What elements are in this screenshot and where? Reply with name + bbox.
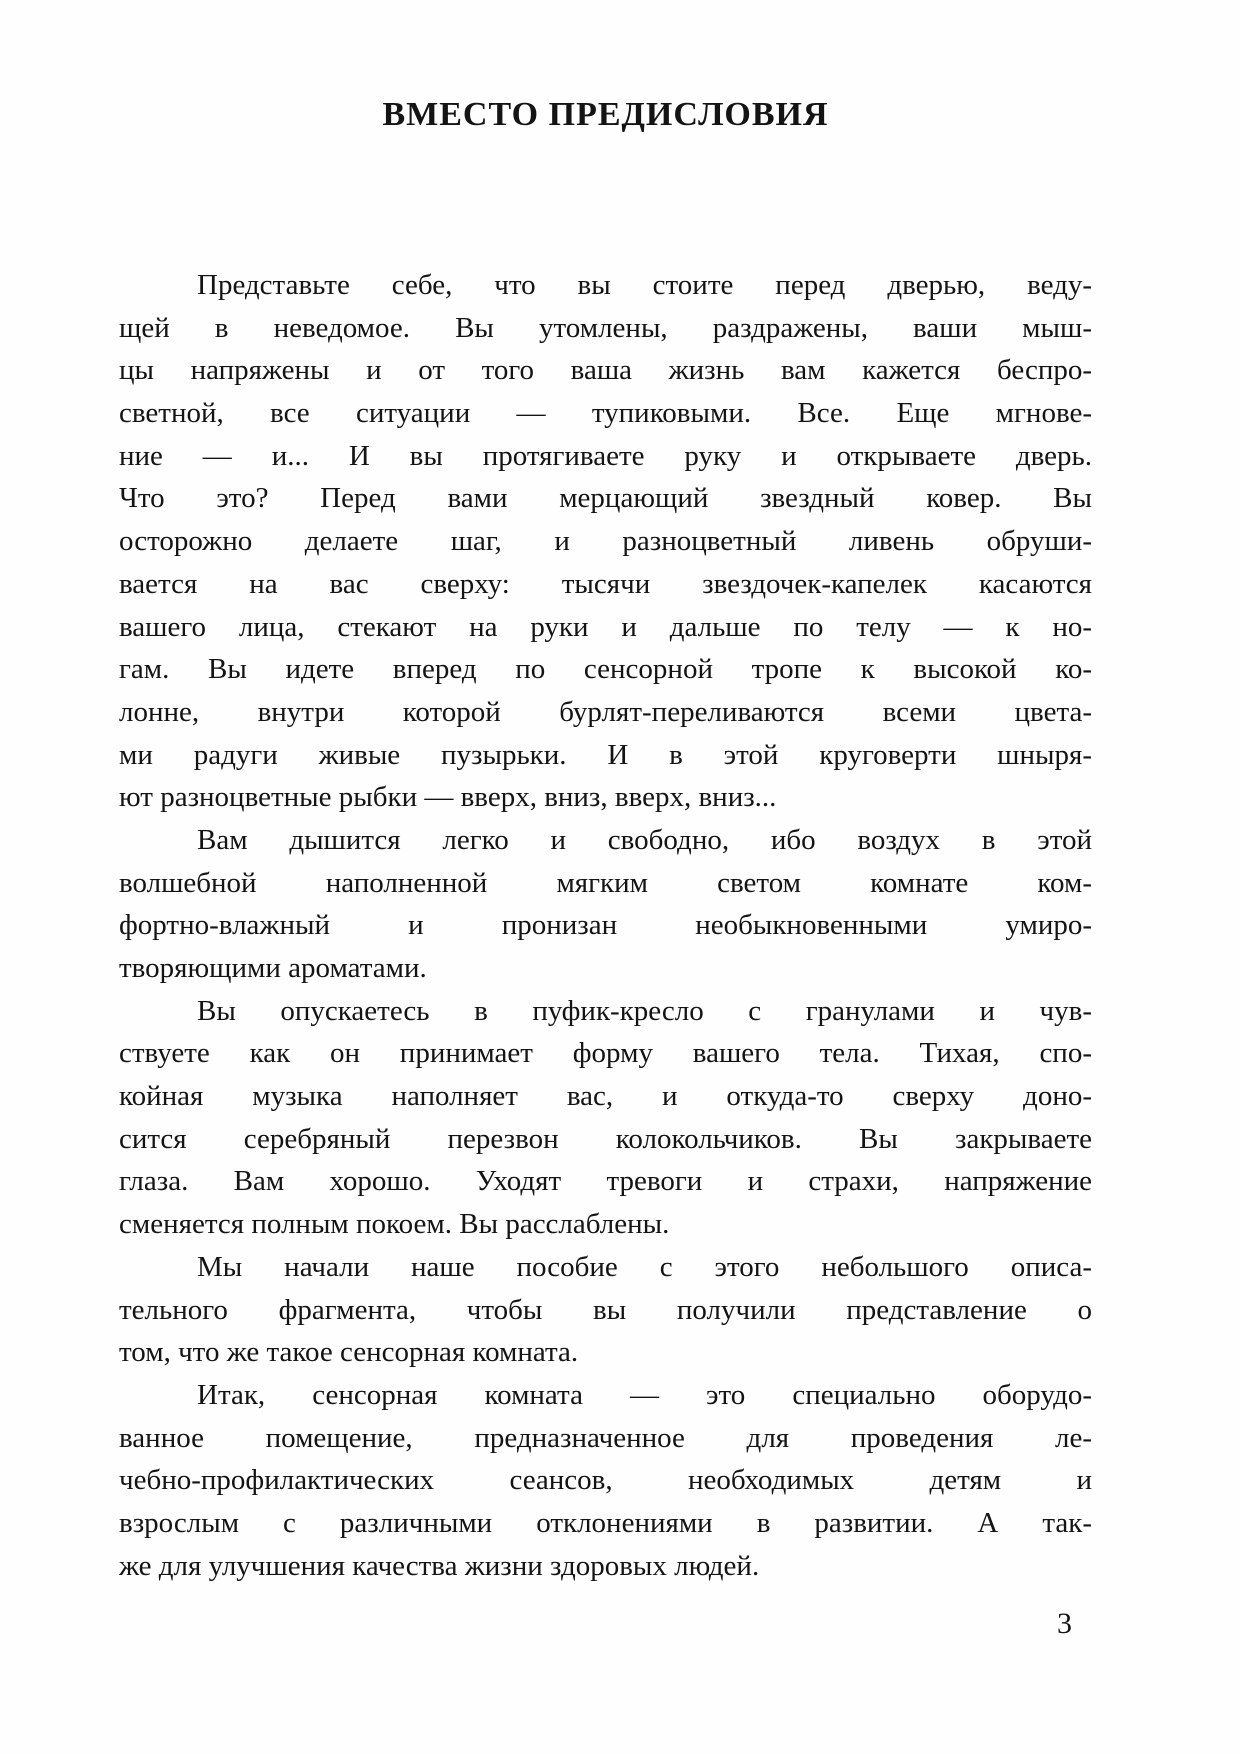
text-line: сменяется полным покоем. Вы расслаблены.	[119, 1208, 670, 1241]
text-block	[119, 0, 1092, 1587]
body-text	[119, 264, 1092, 1587]
text-line: глаза. Вам хорошо. Уходят тревоги и страхи, напряжение	[119, 1165, 1092, 1198]
text-line: Вам дышится легко и свободно, ибо воздух в этой	[197, 823, 1092, 856]
page-title: ВМЕСТО ПРЕДИСЛОВИЯ	[382, 96, 829, 133]
text-line: творяющими ароматами.	[119, 952, 427, 984]
paragraph	[119, 819, 1092, 990]
text-line: Вы опускаетесь в пуфик-кресло с гранулами и чув-	[197, 994, 1092, 1027]
text-line: тельного фрагмента, чтобы вы получили представление о	[119, 1293, 1092, 1326]
text-line: вается на вас сверху: тысячи звездочек-капелек касаются	[119, 567, 1092, 600]
text-line: фортно-влажный и пронизан необыкновенными умиро-	[119, 909, 1092, 942]
paragraph	[119, 1374, 1092, 1587]
text-line: осторожно делаете шаг, и разноцветный ливень обруши-	[119, 525, 1092, 558]
text-line: ванное помещение, предназначенное для проведения ле-	[119, 1421, 1092, 1454]
text-line: сится серебряный перезвон колокольчиков. Вы закрываете	[119, 1122, 1092, 1155]
text-line: цы напряжены и от того ваша жизнь вам кажется беспро-	[119, 354, 1092, 387]
text-line: койная музыка наполняет вас, и откуда-то сверху доно-	[119, 1080, 1092, 1113]
text-line: Представьте себе, что вы стоите перед дверью, веду-	[197, 269, 1092, 301]
text-line: же для улучшения качества жизни здоровых людей.	[119, 1549, 760, 1582]
text-line: том, что же такое сенсорная комната.	[119, 1336, 579, 1369]
paragraph	[119, 264, 1092, 819]
text-line: Мы начали наше пособие с этого небольшого описа-	[197, 1250, 1092, 1283]
text-line: взрослым с различными отклонениями в развитии. А так-	[119, 1506, 1092, 1539]
text-line: Итак, сенсорная комната — это специально оборудо-	[197, 1378, 1092, 1411]
page-number: 3	[1057, 1607, 1072, 1640]
text-line: ют разноцветные рыбки — вверх, вниз, вверх, вниз...	[119, 781, 777, 814]
paragraph	[119, 990, 1092, 1246]
paragraph	[119, 1246, 1092, 1374]
text-line: волшебной наполненной мягким светом комнате ком-	[119, 866, 1092, 899]
text-line: светной, все ситуации — тупиковыми. Все. Еще мгнове-	[119, 397, 1092, 430]
text-line: Что это? Перед вами мерцающий звездный ковер. Вы	[119, 482, 1092, 515]
text-line: вашего лица, стекают на руки и дальше по телу — к но-	[119, 610, 1092, 643]
text-line: ние — и... И вы протягиваете руку и открываете дверь.	[119, 439, 1092, 472]
text-line: лонне, внутри которой бурлят-переливаются всеми цвета-	[119, 695, 1092, 728]
text-line: щей в неведомое. Вы утомлены, раздражены, ваши мыш-	[119, 311, 1092, 344]
text-line: ми радуги живые пузырьки. И в этой круговерти шныря-	[119, 738, 1092, 771]
text-line: ствуете как он принимает форму вашего тела. Тихая, спо-	[119, 1037, 1092, 1070]
text-line: гам. Вы идете вперед по сенсорной тропе к высокой ко-	[119, 653, 1092, 686]
text-line: чебно-профилактических сеансов, необходимых детям и	[119, 1464, 1092, 1497]
